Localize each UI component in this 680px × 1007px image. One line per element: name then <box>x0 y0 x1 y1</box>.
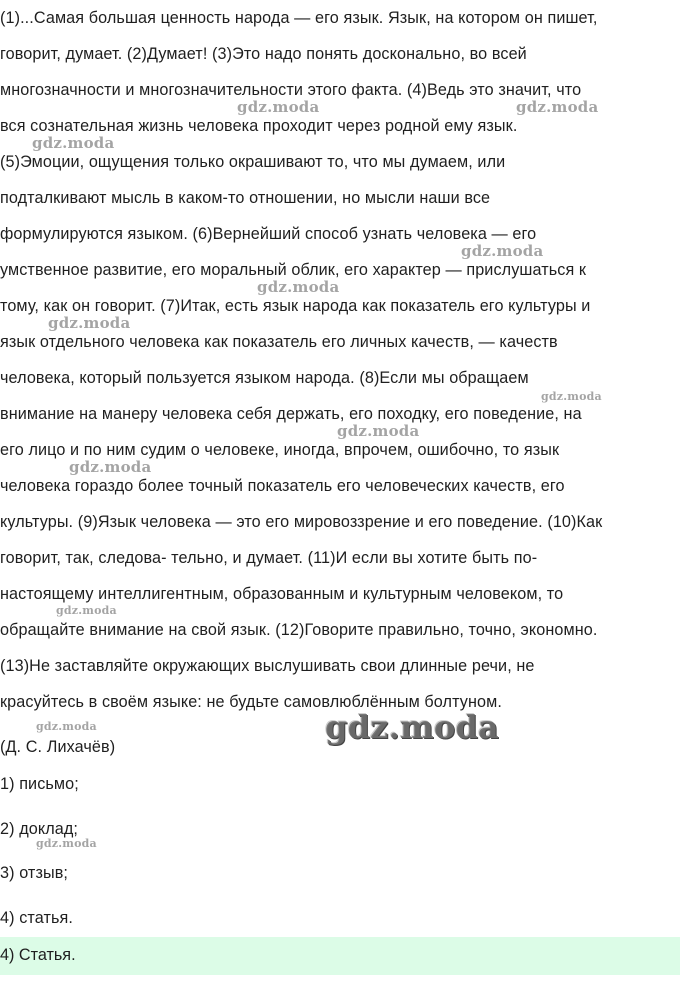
text-line: тому, как он говорит. (7)Итак, есть язык народа как показатель его культуры и <box>0 297 591 315</box>
watermark: gdz.moda <box>257 278 340 296</box>
text-line: обращайте внимание на свой язык. (12)Говорите правильно, точно, экономно. <box>0 621 598 639</box>
text-line: красуйтесь в своём языке: не будьте самовлюблённым болтуном. <box>0 693 502 711</box>
watermark: gdz.moda <box>56 604 117 617</box>
answer-highlight <box>0 937 680 975</box>
text-line: культуры. (9)Язык человека — это его мировоззрение и его поведение. (10)Как <box>0 513 603 531</box>
text-line: (1)...Самая большая ценность народа — его язык. Язык, на котором он пишет, <box>0 9 598 27</box>
watermark: gdz.moda <box>516 98 599 116</box>
watermark: gdz.moda <box>337 422 420 440</box>
text-line: (5)Эмоции, ощущения только окрашивают то, что мы думаем, или <box>0 153 506 171</box>
text-line: его лицо и по ним судим о человеке, иногда, впрочем, ошибочно, то язык <box>0 441 560 459</box>
option-item: 4) статья. <box>0 909 73 927</box>
option-item: 1) письмо; <box>0 775 79 793</box>
text-line: вся сознательная жизнь человека проходит через родной ему язык. <box>0 117 518 135</box>
text-line: (13)Не заставляйте окружающих выслушивать свои длинные речи, не <box>0 657 535 675</box>
author-line: (Д. С. Лихачёв) <box>0 738 116 756</box>
text-line: настоящему интеллигентным, образованным и культурным человеком, то <box>0 585 564 603</box>
text-line: формулируются языком. (6)Вернейший способ узнать человека — его <box>0 225 537 243</box>
text-line: говорит, думает. (2)Думает! (3)Это надо понять досконально, во всей <box>0 45 527 63</box>
text-line: внимание на манеру человека себя держать, его походку, его поведение, на <box>0 405 582 423</box>
text-line: подталкивают мысль в каком-то отношении, но мысли наши все <box>0 189 491 207</box>
text-line: язык отдельного человека как показатель его личных качеств, — качеств <box>0 333 558 351</box>
text-line: человека гораздо более точный показатель его человеческих качеств, его <box>0 477 565 495</box>
watermark: gdz.moda <box>541 390 602 403</box>
watermark: gdz.moda <box>48 314 131 332</box>
text-line: говорит, так, следова- тельно, и думает. (11)И если вы хотите быть по- <box>0 549 538 567</box>
watermark: gdz.moda <box>237 98 320 116</box>
text-line: умственное развитие, его моральный облик, его характер — прислушаться к <box>0 261 587 279</box>
watermark: gdz.moda <box>325 708 499 746</box>
watermark: gdz.moda <box>69 458 152 476</box>
watermark: gdz.moda <box>32 134 115 152</box>
answer-text: 4) Статья. <box>0 946 76 964</box>
text-line: многозначности и многозначительности этого факта. (4)Ведь это значит, что <box>0 81 582 99</box>
option-item: 3) отзыв; <box>0 864 69 882</box>
option-item: 2) доклад; <box>0 820 78 838</box>
watermark: gdz.moda <box>36 720 97 733</box>
watermark: gdz.moda <box>36 837 97 850</box>
text-line: человека, который пользуется языком народа. (8)Если мы обращаем <box>0 369 529 387</box>
watermark: gdz.moda <box>461 242 544 260</box>
